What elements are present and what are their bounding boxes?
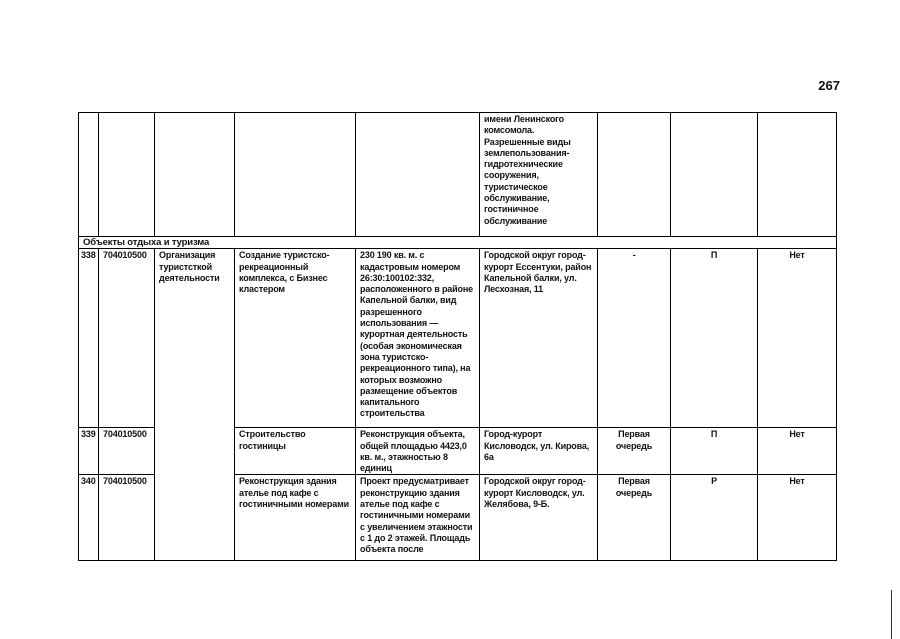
cell-flag: Нет	[758, 249, 837, 428]
cell-object: Строительство гостиницы	[235, 428, 356, 475]
cell-stage: Первая очередь	[598, 428, 671, 475]
cell-object	[235, 113, 356, 237]
section-title: Объекты отдыха и туризма	[79, 237, 837, 249]
cell-num: 338	[79, 249, 99, 428]
cell-type: П	[671, 249, 758, 428]
cell-org	[155, 113, 235, 237]
cell-object: Создание туристско-рекреационный комплекса, с Бизнес кластером	[235, 249, 356, 428]
page-number: 267	[818, 78, 840, 93]
cell-description: Реконструкция объекта, общей площадью 4423,0 кв. м., этажностью 8 единиц	[356, 428, 480, 475]
section-row	[79, 237, 837, 249]
cell-code	[99, 113, 155, 237]
cell-num: 340	[79, 475, 99, 561]
cell-code: 704010500	[99, 428, 155, 475]
cell-description: Проект предусматривает реконструкцию здания ателье под кафе с гостиничными номерами с увеличением этажности с 1 до 2 этажей. Площадь объекта после	[356, 475, 480, 561]
cell-stage: -	[598, 249, 671, 428]
cell-location: имени Ленинского комсомола. Разрешенные виды землепользования-гидротехнические сооружения, туристическое обслуживание, гостиничное обслуживание	[480, 113, 598, 237]
cell-num	[79, 113, 99, 237]
page-edge-line	[891, 590, 892, 639]
cell-flag: Нет	[758, 428, 837, 475]
cell-location: Городской округ город-курорт Ессентуки, район Капельной балки, ул. Лесхозная, 11	[480, 249, 598, 428]
cell-num: 339	[79, 428, 99, 475]
cell-stage	[598, 113, 671, 237]
cell-type	[671, 113, 758, 237]
cell-location: Городской округ город-курорт Кисловодск, ул. Желябова, 9-Б.	[480, 475, 598, 561]
cell-object: Реконструкция здания ателье под кафе с гостиничными номерами	[235, 475, 356, 561]
table-row	[79, 249, 837, 428]
cell-description	[356, 113, 480, 237]
cell-code: 704010500	[99, 475, 155, 561]
cell-description: 230 190 кв. м. с кадастровым номером 26:30:100102:332, расположенного в районе Капельной балки, вид разрешенного использования — курортная деятельность (особая экономическая зона туристско-рекреационного типа), на которых возможно размещение объектов капитального строительства	[356, 249, 480, 428]
cell-type: Р	[671, 475, 758, 561]
cell-code: 704010500	[99, 249, 155, 428]
continuation-row	[79, 113, 837, 237]
cell-location: Город-курорт Кисловодск, ул. Кирова, 6а	[480, 428, 598, 475]
cell-stage: Первая очередь	[598, 475, 671, 561]
cell-flag	[758, 113, 837, 237]
cell-org: Организация туристсткой деятельности	[155, 249, 235, 561]
registry-table	[78, 112, 837, 561]
cell-flag: Нет	[758, 475, 837, 561]
cell-type: П	[671, 428, 758, 475]
